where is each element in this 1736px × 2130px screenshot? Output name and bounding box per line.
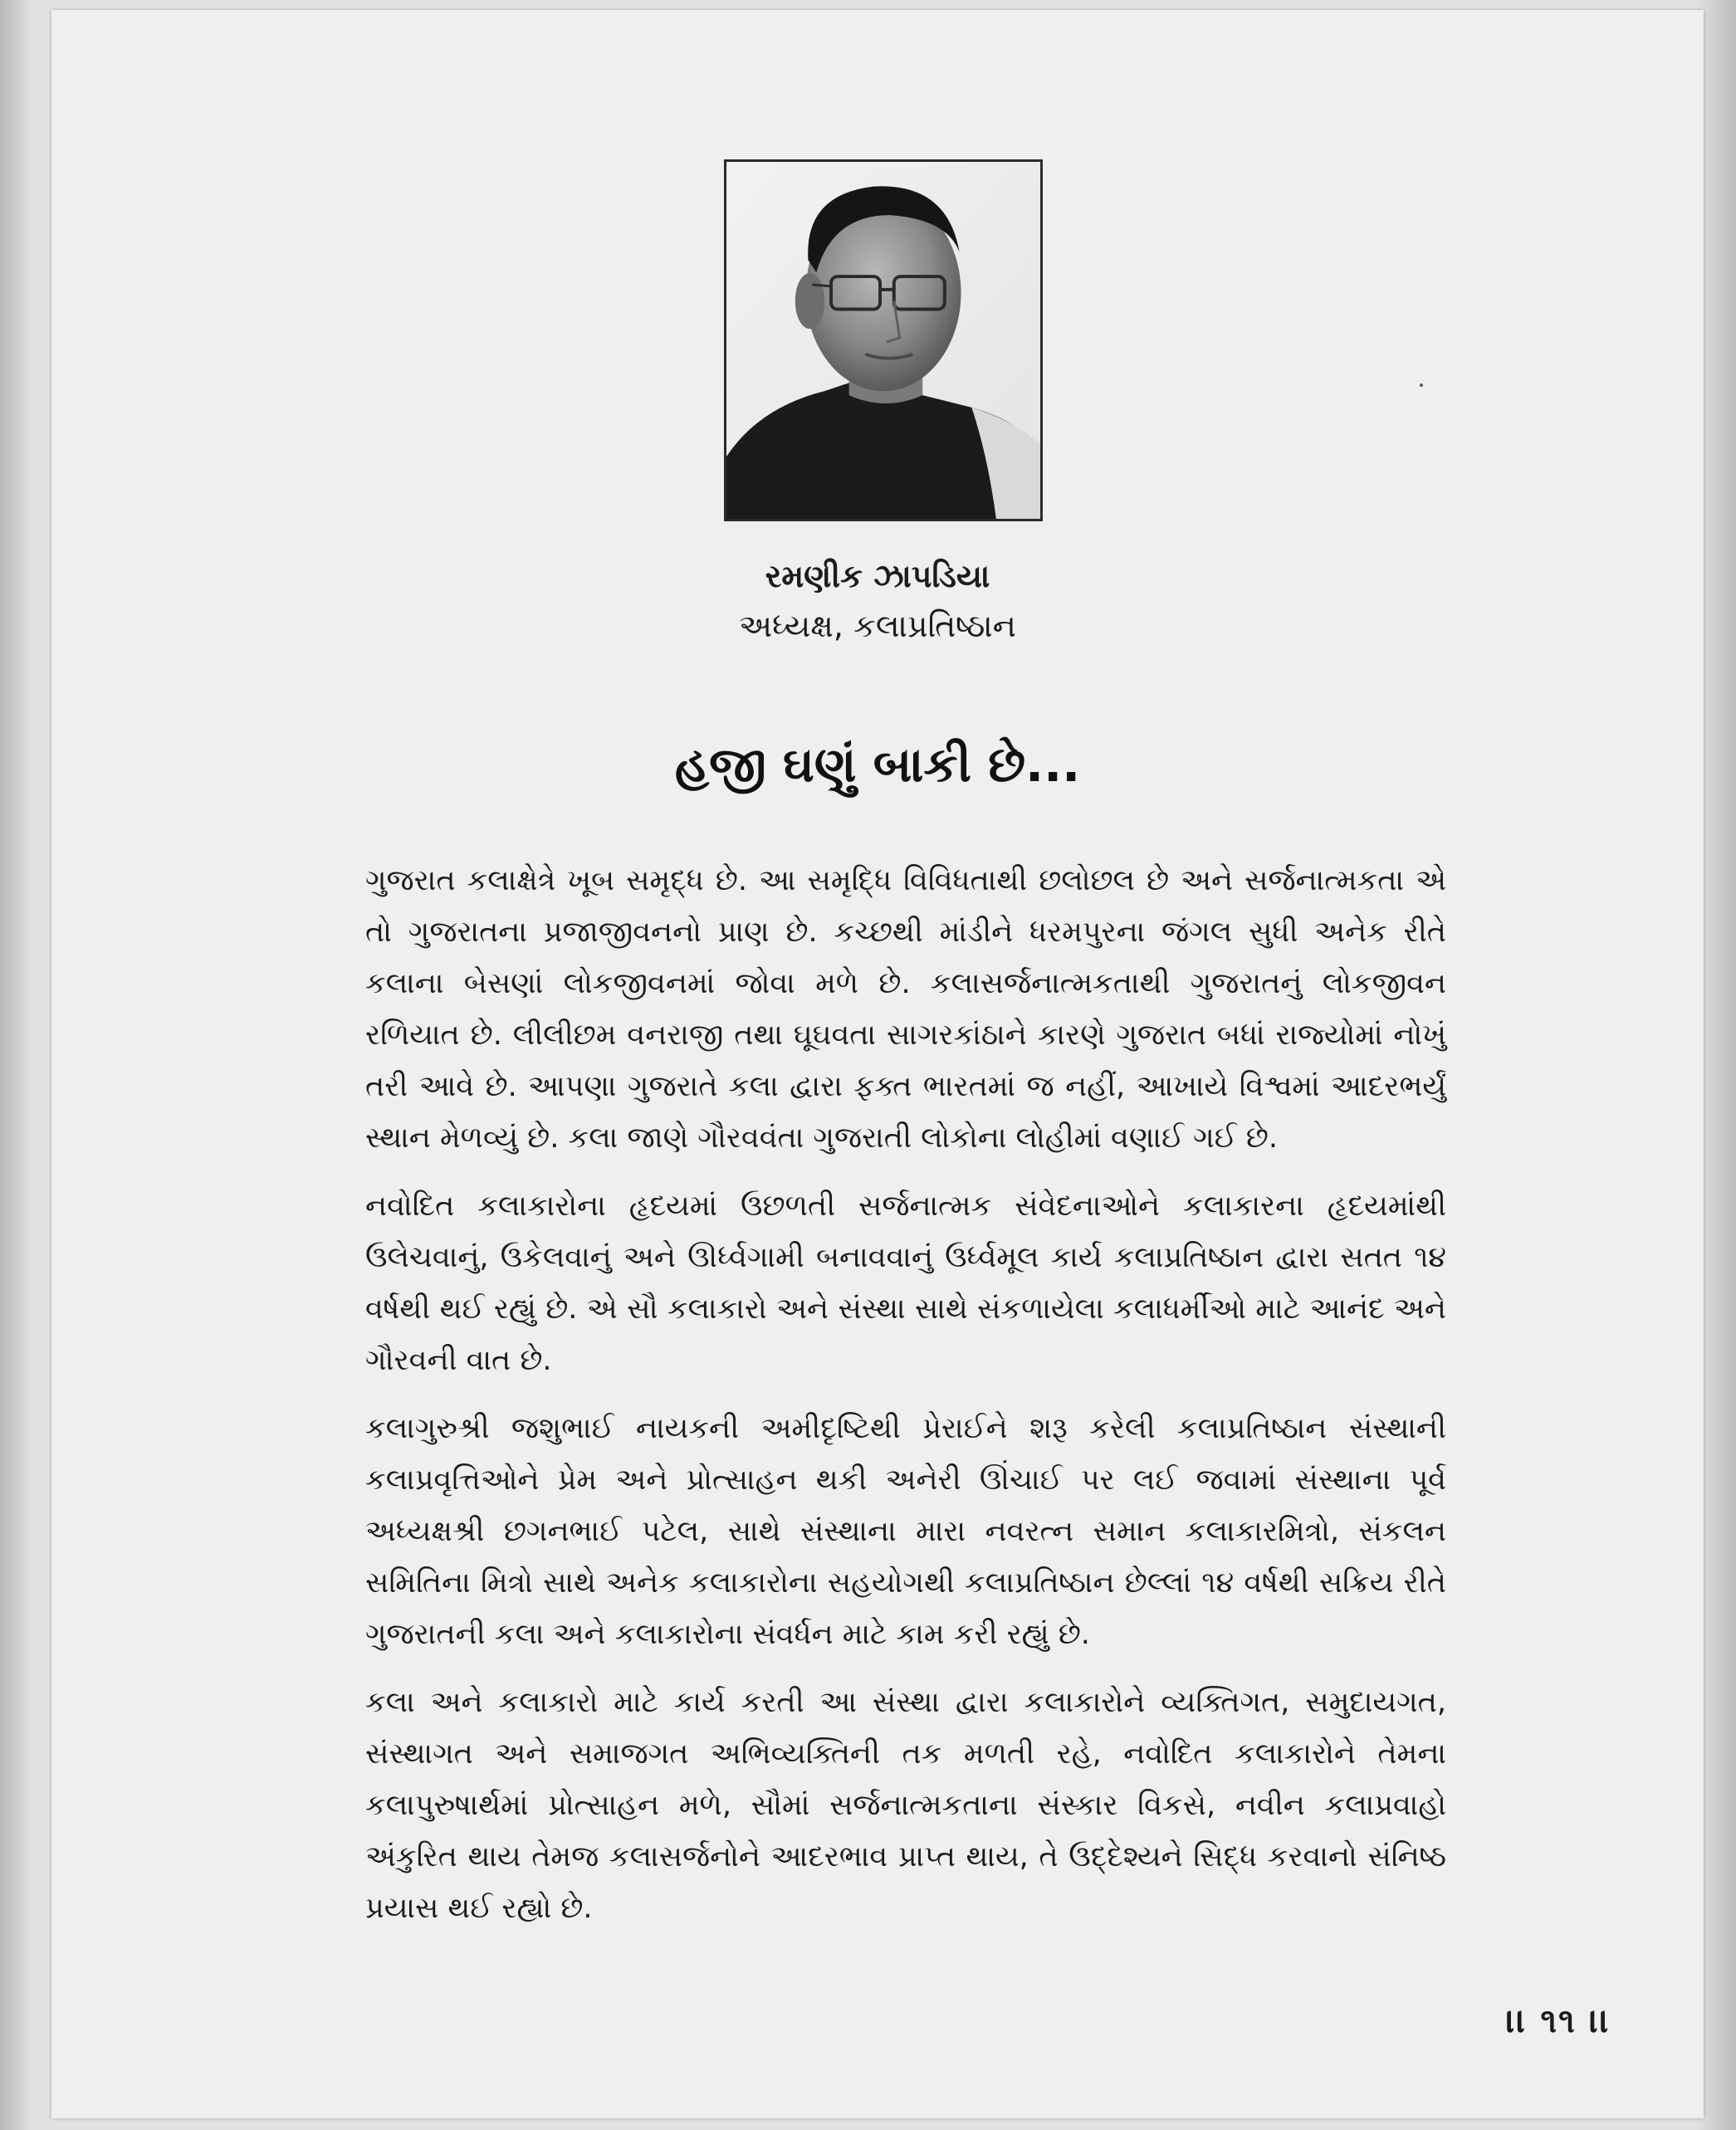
article-title: હજી ઘણું બાકી છે... [674,736,1081,793]
author-role: અધ્યક્ષ, કલાપ્રતિષ્ઠાન [739,608,1016,644]
portrait-image [726,162,1040,519]
scan-speck [1420,383,1423,387]
article-body [365,855,1446,1951]
page-number: ।। ૧૧ ।। [1506,2002,1611,2040]
paragraph: કલાગુરુશ્રી જશુભાઈ નાયકની અમીદૃષ્ટિથી પ્રેરાઈને શરૂ કરેલી કલાપ્રતિષ્ઠાન સંસ્થાની કલાપ્રવૃત્તિઓને પ્રેમ અને પ્રોત્સાહન થકી અનેરી ઊંચાઈ પર લઈ જવામાં સંસ્થાના પૂર્વ અધ્યક્ષશ્રી છગનભાઈ પટેલ, સાથે સંસ્થાના મારા નવરત્ન સમાન કલાકારમિત્રો, સંકલન સમિતિના મિત્રો સાથે અનેક કલાકારોના સહયોગથી કલાપ્રતિષ્ઠાન છેલ્લાં ૧૪ વર્ષથી સક્રિય રીતે ગુજરાતની કલા અને કલાકારોના સંવર્ધન માટે કામ કરી રહ્યું છે. [365,1412,1446,1651]
document-page [51,10,1704,2118]
paragraph: નવોદિત કલાકારોના હૃદયમાં ઉછળતી સર્જનાત્મક સંવેદનાઓને કલાકારના હૃદયમાંથી ઉલેચવાનું, ઉકેલવાનું અને ઊર્ધ્વગામી બનાવવાનું ઉર્ધ્વમૂલ કાર્ય કલાપ્રતિષ્ઠાન દ્વારા સતત ૧૪ વર્ષથી થઈ રહ્યું છે. એ સૌ કલાકારો અને સંસ્થા સાથે સંકળાયેલા કલાધર્મીઓ માટે આનંદ અને ગૌરવની વાત છે. [365,1190,1446,1377]
paragraph: કલા અને કલાકારો માટે કાર્ય કરતી આ સંસ્થા દ્વારા કલાકારોને વ્યક્તિગત, સમુદાયગત, સંસ્થાગત અને સમાજગત અભિવ્યક્તિની તક મળતી રહે, નવોદિત કલાકારોને તેમના કલાપુરુષાર્થમાં પ્રોત્સાહન મળે, સૌમાં સર્જનાત્મકતાના સંસ્કાર વિકસે, નવીન કલાપ્રવાહો અંકુરિત થાય તેમજ કલાસર્જનોને આદરભાવ પ્રાપ્ત થાય, તે ઉદ્દેશ્યને સિદ્ધ કરવાનો સંનિષ્ઠ પ્રયાસ થઈ રહ્યો છે. [365,1686,1446,1925]
portrait-photo [724,159,1043,521]
paragraph: ગુજરાત કલાક્ષેત્રે ખૂબ સમૃદ્ધ છે. આ સમૃદ્ધિ વિવિધતાથી છલોછલ છે અને સર્જનાત્મકતા એ તો ગુજરાતના પ્રજાજીવનનો પ્રાણ છે. કચ્છથી માંડીને ધરમપુરના જંગલ સુધી અનેક રીતે કલાના બેસણાં લોકજીવનમાં જોવા મળે છે. કલાસર્જનાત્મકતાથી ગુજરાતનું લોકજીવન રળિયાત છે. લીલીછમ વનરાજી તથા ઘૂઘવતા સાગરકાંઠાને કારણે ગુજરાત બધાં રાજ્યોમાં નોખું તરી આવે છે. આપણા ગુજરાતે કલા દ્વારા ફક્ત ભારતમાં જ નહીં, આખાયે વિશ્વમાં આદરભર્યું સ્થાન મેળવ્યું છે. કલા જાણે ગૌરવવંતા ગુજરાતી લોકોના લોહીમાં વણાઈ ગઈ છે. [365,864,1447,1155]
author-name: રમણીક ઝાપડિયા [765,558,990,594]
